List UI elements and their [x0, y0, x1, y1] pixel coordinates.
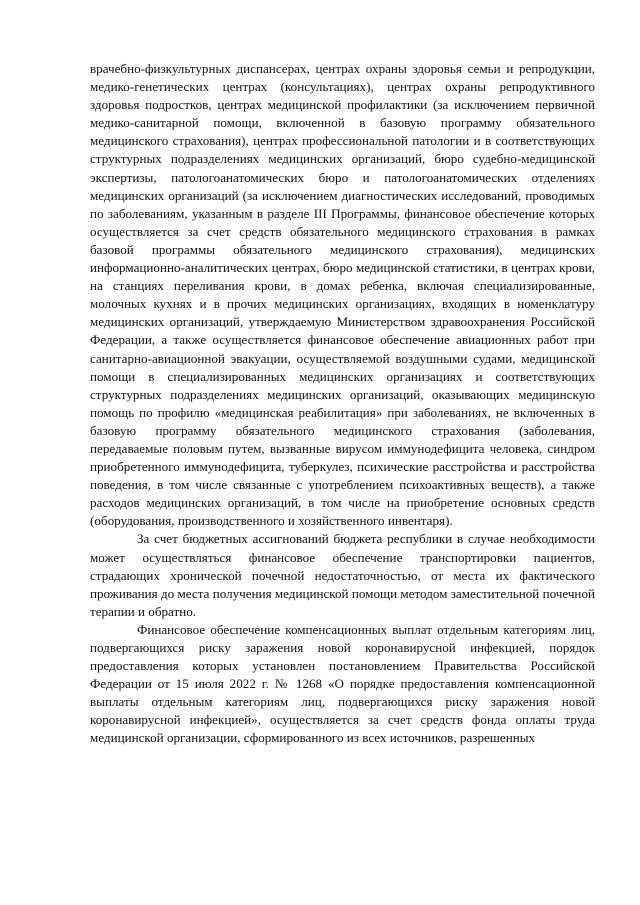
paragraph-compensation-payments: Финансовое обеспечение компенсационных выплат отдельным категориям лиц, подвергающихся риску заражения новой коронавирусной инфекцией, порядок предоставления которых установлен постановлением Правительства Российской Федерации от 15 июля 2022 г. № 1268 «О порядке предоставления компенсационной выплаты отдельным категориям лиц, подвергающихся риску заражения новой коронавирусной инфекцией», осуществляется за счет средств фонда оплаты труда медицинской организации, сформированного из всех источников, разрешенных — [90, 621, 595, 746]
document-page — [90, 60, 595, 748]
paragraph-medical-organizations-list: врачебно-физкультурных диспансерах, центрах охраны здоровья семьи и репродукции, медико-генетических центрах (консультациях), центрах охраны репродуктивного здоровья подростков, центрах медицинской профилактики (за исключением первичной медико-санитарной помощи, включенной в базовую программу обязательного медицинского страхования), центрах профессиональной патологии и в соответствующих структурных подразделениях медицинских организаций, бюро судебно-медицинской экспертизы, патологоанатомических бюро и патологоанатомических отделениях медицинских организаций (за исключением диагностических исследований, проводимых по заболеваниям, указанным в разделе III Программы, финансовое обеспечение которых осуществляется за счет средств обязательного медицинского страхования в рамках базовой программы обязательного медицинского страхования), медицинских информационно-аналитических центрах, бюро медицинской статистики, в центрах крови, на станциях переливания крови, в домах ребенка, включая специализированные, молочных кухнях и в прочих медицинских организациях, входящих в номенклатуру медицинских организаций, утверждаемую Министерством здравоохранения Российской Федерации, а также осуществляется финансовое обеспечение авиационных работ при санитарно-авиационной эвакуации, осуществляемой воздушными судами, медицинской помощи в специализированных медицинских организациях и соответствующих структурных подразделениях медицинских организаций, оказывающих медицинскую помощь по профилю «медицинская реабилитация» при заболеваниях, не включенных в базовую программу обязательного медицинского страхования (заболевания, передаваемые половым путем, вызванные вирусом иммунодефицита человека, синдром приобретенного иммунодефицита, туберкулез, психические расстройства и расстройства поведения, в том числе связанные с употреблением психоактивных веществ), а также расходов медицинских организаций, в том числе на приобретение основных средств (оборудования, производственного и хозяйственного инвентаря). — [90, 61, 595, 529]
paragraph-transportation-funding: За счет бюджетных ассигнований бюджета республики в случае необходимости может осуществляться финансовое обеспечение транспортировки пациентов, страдающих хронической почечной недостаточностью, от места их фактического проживания до места получения медицинской помощи методом заместительной почечной терапии и обратно. — [90, 531, 595, 619]
